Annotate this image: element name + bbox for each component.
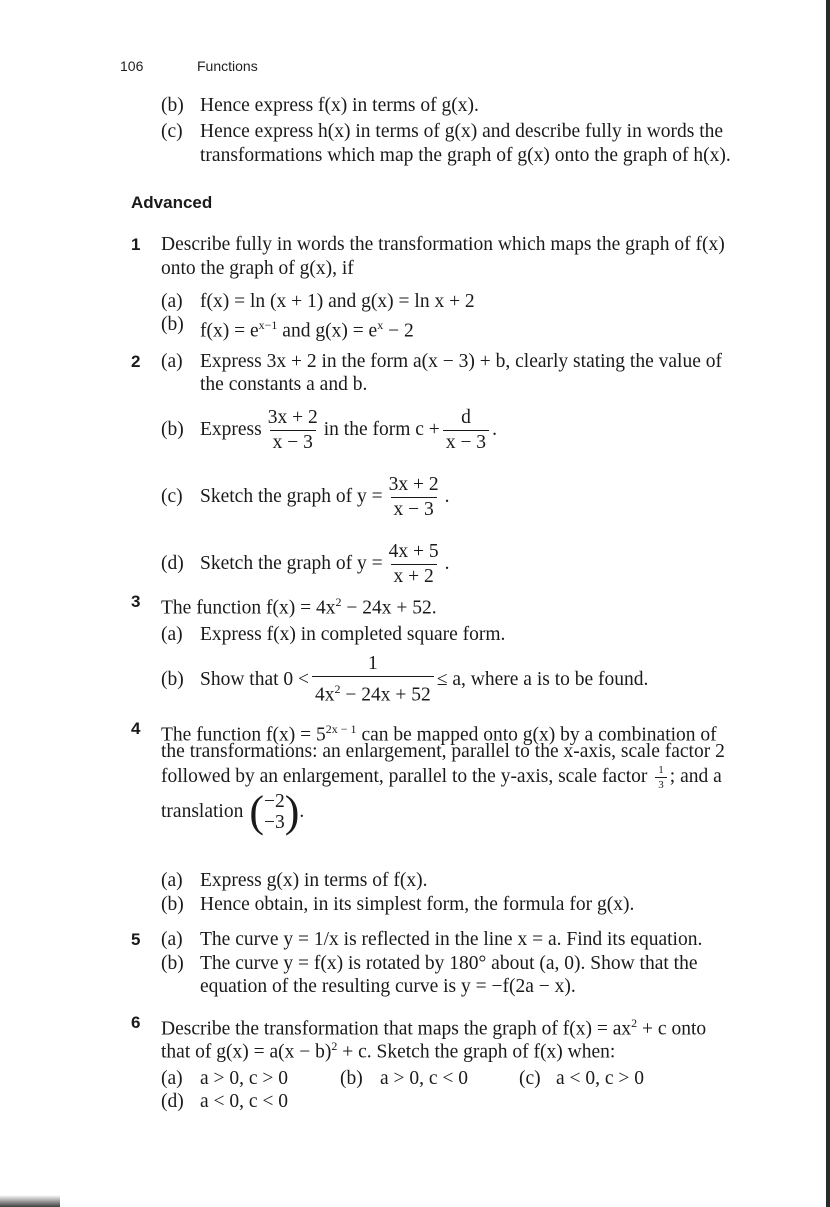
question-5-number: 5 [131, 930, 141, 949]
prev-c-line1: Hence express h(x) in terms of g(x) and describe fully in words the [200, 121, 724, 142]
q3-statement: The function $f(x) = 4x^2 - 24x + 52$. [161, 595, 437, 619]
q6-b-label: (b) [340, 1068, 363, 1089]
q3-b-expression: Show that 0 < $\frac{1}{4x^2 - 24x + 52}$ ≤ a, where a is to be found. [200, 653, 649, 706]
q5-a-text: The curve y = 1/x is reflected in the line x = a. Find its equation. [200, 929, 703, 950]
prev-b-label: (b) [161, 95, 184, 116]
q2-a-line2: the constants a and b. [200, 374, 368, 395]
q4-scale-fraction: $\frac{1}{3}$ [655, 764, 667, 791]
q5-b-line2: equation of the resulting curve is y = −f(2a − x). [200, 976, 576, 997]
q2-b-fraction-1: $\frac{3x + 2}{x - 3}$ [267, 406, 318, 453]
q3-a-text: Express f(x) in completed square form. [200, 624, 506, 645]
q3-b-label: (b) [161, 669, 184, 690]
q1-a-text: f(x) = ln (x + 1) and g(x) = ln x + 2 [200, 291, 475, 312]
q6-d-label: (d) [161, 1091, 184, 1112]
q1-line1: Describe fully in words the transformation which maps the graph of f(x) [161, 234, 725, 255]
running-title: Functions [197, 58, 258, 74]
q6-c-text: a < 0, c > 0 [556, 1068, 645, 1089]
page-number: 106 [120, 58, 144, 74]
q2-c-fraction: $\frac{3x + 2}{x - 3}$ [388, 473, 439, 520]
q3-b-fraction: $\frac{1}{4x^2 - 24x + 52}$ [312, 653, 434, 707]
page-corner-shadow [0, 1195, 60, 1207]
q6-a-label: (a) [161, 1068, 183, 1089]
q2-d-expression: Sketch the graph of y = $\frac{4x + 5}{x + 2}$ . [200, 540, 450, 587]
q3-a-label: (a) [161, 624, 183, 645]
section-heading: Advanced [131, 193, 213, 212]
q6-b-text: a > 0, c < 0 [380, 1068, 469, 1089]
prev-c-line2: transformations which map the graph of g(x) onto the graph of h(x). [200, 145, 731, 166]
q4-line3: followed by an enlargement, parallel to the y-axis, scale factor $\frac{1}{3}$ ; and a [161, 764, 722, 791]
q4-b-label: (b) [161, 894, 184, 915]
q1-a-label: (a) [161, 291, 183, 312]
q5-b-label: (b) [161, 953, 184, 974]
q1-b-label: (b) [161, 314, 184, 335]
q2-c-label: (c) [161, 486, 183, 507]
q1-line2: onto the graph of g(x), if [161, 258, 354, 279]
q6-line2: that of $g(x) = a(x - b)^2 + c$. Sketch the graph of f(x) when: [161, 1039, 616, 1063]
page-edge-shadow [826, 0, 830, 1207]
q4-a-text: Express g(x) in terms of f(x). [200, 870, 428, 891]
question-6-number: 6 [131, 1013, 141, 1032]
q2-b-label: (b) [161, 419, 184, 440]
question-2-number: 2 [131, 352, 141, 371]
q2-a-label: (a) [161, 351, 183, 372]
q4-translation: translation ( −2 −3 ) . [161, 787, 305, 836]
q6-d-text: a < 0, c < 0 [200, 1091, 289, 1112]
prev-b-text: Hence express f(x) in terms of g(x). [200, 95, 479, 116]
q2-b-expression: Express $\frac{3x + 2}{x - 3}$ in the form c + $\frac{d}{x - 3}$ . [200, 406, 497, 453]
q2-d-label: (d) [161, 553, 184, 574]
q2-d-fraction: $\frac{4x + 5}{x + 2}$ [388, 540, 439, 587]
q5-a-label: (a) [161, 929, 183, 950]
q6-c-label: (c) [519, 1068, 541, 1089]
q4-a-label: (a) [161, 870, 183, 891]
q6-a-text: a > 0, c > 0 [200, 1068, 289, 1089]
q2-a-line1: Express 3x + 2 in the form a(x − 3) + b, clearly stating the value of [200, 351, 722, 372]
q4-b-text: Hence obtain, in its simplest form, the formula for g(x). [200, 894, 635, 915]
q2-b-fraction-2: $\frac{d}{x - 3}$ [443, 407, 489, 454]
q6-line1: Describe the transformation that maps the graph of $f(x) = ax^2 + c$ onto [161, 1016, 707, 1040]
q1-b-text: $f(x) = e^{x-1}$ and $g(x) = e^x - 2$ [200, 318, 414, 342]
translation-vector: −2 −3 [263, 791, 285, 833]
prev-c-label: (c) [161, 121, 183, 142]
q4-line2: the transformations: an enlargement, parallel to the x-axis, scale factor 2 [161, 741, 725, 762]
question-1-number: 1 [131, 235, 141, 254]
question-3-number: 3 [131, 592, 141, 611]
q4-line1: The function $f(x) = 5^{2x - 1}$ can be mapped onto g(x) by a combination of [161, 722, 717, 746]
q2-c-expression: Sketch the graph of y = $\frac{3x + 2}{x - 3}$ . [200, 473, 450, 520]
question-4-number: 4 [131, 719, 141, 738]
q5-b-line1: The curve y = f(x) is rotated by 180° about (a, 0). Show that the [200, 953, 698, 974]
